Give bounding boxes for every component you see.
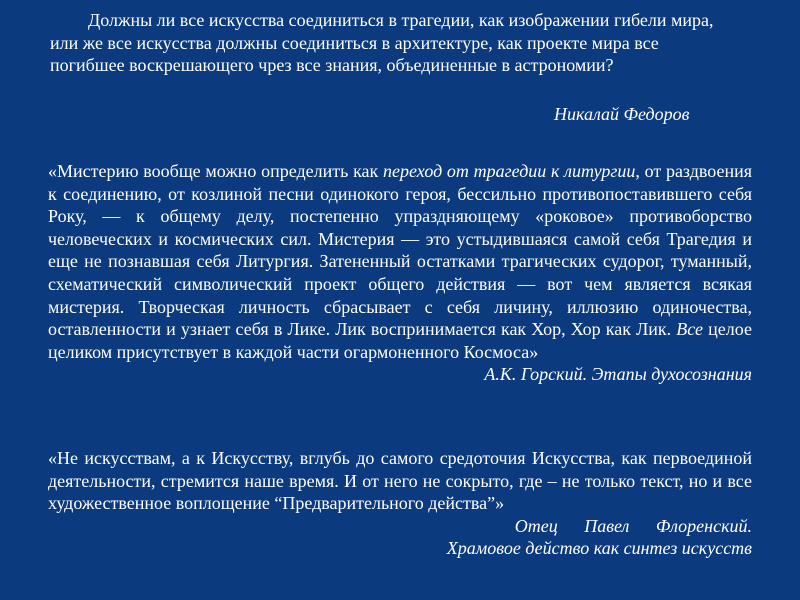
quote-florensky-attribution-line2: Храмовое действо как синтез искусств bbox=[446, 538, 752, 559]
quote-gorsky-emphasis1: переход от трагедии к литургии bbox=[383, 161, 636, 181]
quote-gorsky-part3: целое целиком присутствует в каждой части огармоненного Космоса» bbox=[48, 319, 752, 362]
epigraph-author: Никалай Федоров bbox=[554, 104, 690, 124]
quote-florensky-attribution-line1: Отец Павел Флоренский. bbox=[514, 515, 752, 536]
epigraph-text: Должны ли все искусства соединиться в трагедии, как изображении гибели мира, или же все искусства должны соединиться в архитектуре, как проекте мира все погибшее воскрешающего чрез все знания, объединенные в астрономии? bbox=[50, 10, 714, 75]
quote-gorsky-part2: , от раздвоения к соединению, от козлиной песни одинокого героя, бессильно противопоставившего себя Року, — к общему делу, постепенно упраздняющему «роковое» противоборство человеческих и космических сил. Мистерия — это устыдившаяся самой себя Трагедия и еще не познавшая себя Литургия. Затененный остатками трагических судорог, туманный, схематический символический проект общего действия — вот чем является всякая мистерия. Творческая личность сбрасывает с себя личину, иллюзию одиночества, оставленности и узнает себя в Лике. Лик воспринимается как Хор, Хор как Лик. bbox=[48, 161, 753, 340]
quote-gorsky-text bbox=[48, 160, 752, 363]
quote-gorsky bbox=[48, 160, 752, 386]
quote-florensky bbox=[48, 447, 752, 560]
quote-gorsky-part1: «Мистерию вообще можно определить как bbox=[48, 161, 384, 181]
quote-gorsky-emphasis2: Все bbox=[676, 319, 704, 340]
quote-florensky-text: «Не искусствам, а к Искусству, вглубь до самого средоточия Искусства, как первоединой деятельности, стремится наше время. И от него не сокрыто, где – не только текст, но и все художественное воплощение “Предварительного действа”» bbox=[48, 448, 752, 514]
epigraph bbox=[50, 9, 720, 77]
quote-gorsky-attribution: А.К. Горский. Этапы духосознания bbox=[484, 364, 752, 385]
